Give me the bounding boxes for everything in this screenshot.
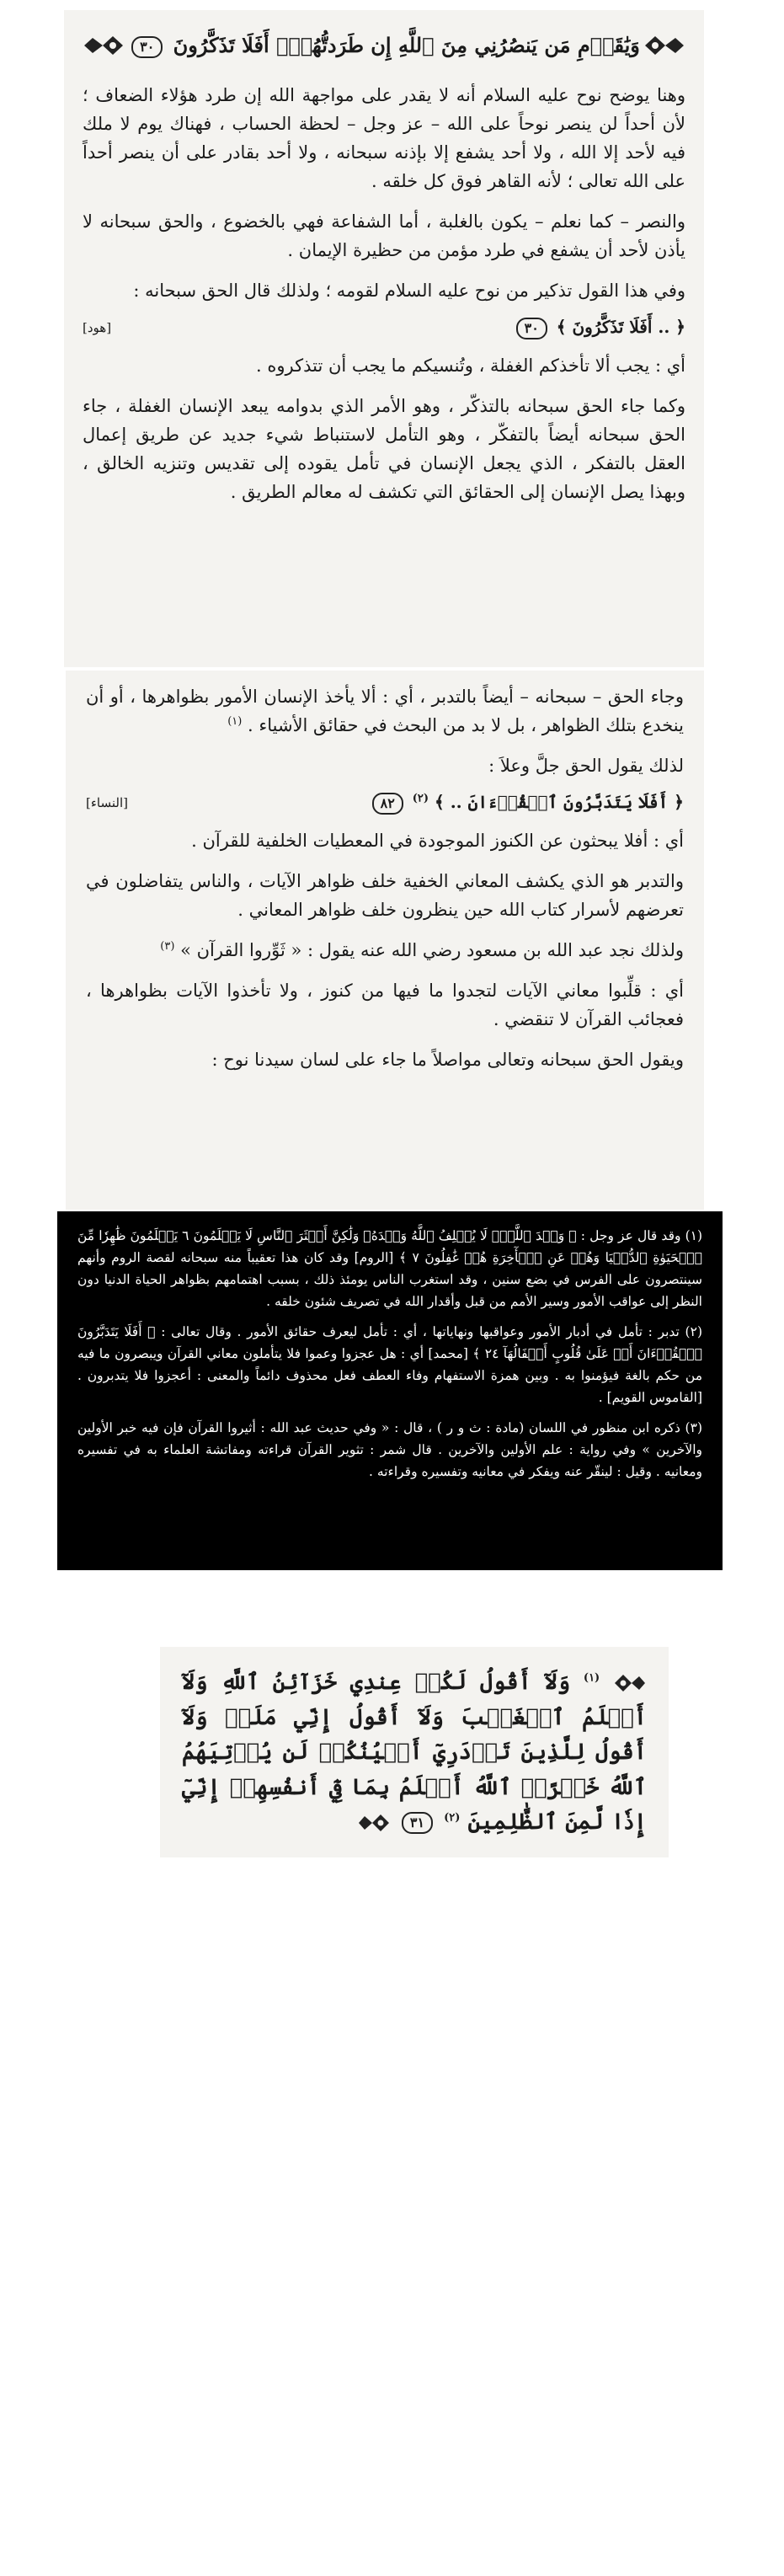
ornament-left-icon (83, 33, 125, 58)
footnote: (٢) تدبر : تأمل في أدبار الأمور وعواقبها ونهاياتها ، أي : تأمل ليعرف حقائق الأمور . وقال تعالى : ﴿ أَفَلَا يَتَدَبَّرُونَ ٱلۡقُرۡءَانَ أَمۡ عَلَىٰ قُلُوبٍ أَقۡفَالُهَآ ٢٤ ﴾ [محمد] أي : هل عجزوا وعموا فلا يتأملون معاني القرآن ويبصرون ما فيه من حكم بالغة فيؤمنوا به . وبين همزة الاستفهام وفاء العطف فعل محذوف دائماً والمعنى : أعجزوا فلا يتدبرون . [القاموس القويم] . (77, 1324, 702, 1406)
footnote: (١) وقد قال عز وجل : ﴿ وَعۡدَ ٱللَّهِۖ لَا يُخۡلِفُ ٱللَّهُ وَعۡدَهُۥ وَلَٰكِنَّ أَكۡثَرَ ٱلنَّاسِ لَا يَعۡلَمُونَ ٦ يَعۡلَمُونَ ظَٰهِرٗا مِّنَ ٱلۡحَيَوٰةِ ٱلدُّنۡيَا وَهُمۡ عَنِ ٱلۡأٓخِرَةِ هُمۡ غَٰفِلُونَ ٧ ﴾ [الروم] وقد كان هذا تعقيباً منه سبحانه لقصة الروم وأنهم سينتصرون على الفرس في بضع سنين ، وقد استغرب الناس يومئذ ذلك ، بسبب اهتمامهم بظواهر الحياة الدنيا دون النظر إلى عواقب الأمور وسير الأمم من قبل وأقدار الله في تصريف شئون خلقه . (77, 1228, 703, 1310)
footnote: (٣) ذكره ابن منظور في اللسان (مادة : ث و ر ) ، قال : « وفي حديث عبد الله : أثيروا القرآن فإن فيه خبر الأولين والآخرين » وفي رواية : علم الأولين والآخرين . قال شمر : تثوير القرآن قراءته ومفاتشة العلماء به في تفسيره ومعانيه . وقيل : لينقّر عنه ويفكر في معانيه وتفسيره وقراءته . (77, 1420, 702, 1480)
verse-number: ٨٢ (372, 793, 403, 815)
paragraph: وفي هذا القول تذكير من نوح عليه السلام لقومه ؛ ولذلك قال الحق سبحانه : (133, 281, 685, 302)
quoted-verse (83, 317, 685, 339)
quoted-verse (86, 792, 684, 815)
commentary-panel-1 (64, 10, 704, 667)
footnotes-panel (57, 1211, 723, 1570)
paragraph: ويقول الحق سبحانه وتعالى مواصلاً ما جاء على لسان سيدنا نوح : (211, 1049, 684, 1070)
banner-verse-number: ٣٠ (131, 36, 163, 58)
paragraph: والتدبر هو الذي يكشف المعاني الخفية خلف ظواهر الآيات ، والناس يتفاضلون في تعرضهم لأسرار كتاب الله حين ينظرون خلف ظواهر المعاني . (86, 870, 684, 920)
paragraph: وكما جاء الحق سبحانه بالتذكّر ، وهو الأمر الذي بدوامه يبعد الإنسان الغفلة ، جاء الحق سبحانه أيضاً بالتفكّر ، وهو التأمل لاستنباط شيء جديد عن طريق إعمال العقل بالتفكر ، الذي يجعل الإنسان في تأمل يقوده إلى تقديس وتنزيه الخالق ، وبهذا يصل الإنسان إلى الحقائق التي تكشف له معالم الطريق . (83, 395, 685, 502)
footnote-marker: (٢) (444, 1811, 461, 1825)
ornament-right-icon (613, 1672, 647, 1694)
surah-reference: [النساء] (86, 795, 128, 811)
paragraph-text: ولذلك نجد عبد الله بن مسعود رضي الله عنه يقول : « ثَوِّروا القرآن » (180, 939, 684, 960)
surah-reference: [هود] (83, 320, 112, 336)
verse-text: ﴿ .. أَفَلَا تَذَكَّرُونَ ﴾ (556, 317, 685, 338)
paragraph: أي : يجب ألا تأخذكم الغفلة ، وتُنسيكم ما يجب أن تتذكروه . (256, 355, 685, 376)
paragraph: أي : قلِّبوا معاني الآيات لتجدوا ما فيها من كنوز ، ولا تأخذوا الآيات بظواهرها ، فعجائب القرآن لا تنقضي . (86, 980, 684, 1029)
commentary-panel-2 (66, 671, 704, 1210)
footnote-marker: (١) (227, 715, 243, 729)
footnote-marker: (٢) (412, 792, 429, 805)
quran-verse-block (182, 1665, 647, 1841)
paragraph-text: وجاء الحق – سبحانه – أيضاً بالتدبر ، أي : ألا يأخذ الإنسان الأمور بظواهرها ، أو أن ينخدع بتلك الظواهر ، بل لا بد من البحث في حقائق الأشياء . (86, 687, 684, 736)
paragraph (86, 936, 684, 965)
paragraph: أي : أفلا يبحثون عن الكنوز الموجودة في المعطيات الخلفية للقرآن . (191, 830, 684, 851)
footnote-marker: (١) (583, 1671, 600, 1685)
footnote-marker: (٣) (160, 939, 175, 953)
verse-number: ٣١ (402, 1812, 433, 1834)
verse-text: ﴿ أَفَلَا يَتَدَبَّرُونَ ٱلۡقُرۡءَانَ .. ﴾ (435, 792, 684, 813)
banner-verse-text: وَيَٰقَوۡمِ مَن يَنصُرُنِي مِنَ ٱللَّهِ إِن طَرَدتُّهُمۡۚ أَفَلَا تَذَكَّرُونَ (173, 33, 640, 58)
paragraph: وهنا يوضح نوح عليه السلام أنه لا يقدر على مواجهة الله إن طرد هؤلاء الضعاف ؛ لأن أحداً لن ينصر نوحاً على الله – عز وجل – لحظة الحساب ، فهناك يوم لا ملك فيه لأحد إلا الله ، ولا أحد يشفع إلا بإذنه سبحانه ، ولا أحد بقادر على أن ينصر أحداً على الله تعالى ؛ لأنه القاهر فوق كل خلقه . (83, 85, 685, 192)
paragraph: لذلك يقول الحق جلَّ وعلاَ : (488, 756, 684, 777)
quran-verse-text: وَلَآ أَقُولُ لَكُمۡ عِندِي خَزَآئِنُ ٱللَّهِ وَلَآ أَعۡلَمُ ٱلۡغَيۡبَ وَلَآ أَقُولُ إِنِّي مَلَكٞ وَلَآ أَقُولُ لِلَّذِينَ تَزۡدَرِيٓ أَعۡيُنُكُمۡ لَن يُؤۡتِيَهُمُ ٱللَّهُ خَيۡرًاۖ ٱللَّهُ أَعۡلَمُ بِمَا فِيٓ أَنفُسِهِمۡ إِنِّيٓ إِذٗا لَّمِنَ ٱلظَّٰلِمِينَ (182, 1670, 647, 1836)
paragraph: والنصر – كما نعلم – يكون بالغلبة ، أما الشفاعة فهي بالخضوع ، والحق سبحانه لا يأذن لأحد أن يشفع في طرد مؤمن من حظيرة الإيمان . (83, 211, 685, 261)
ornament-left-icon (357, 1812, 391, 1834)
verse-number: ٣٠ (516, 318, 547, 339)
paragraph (86, 682, 684, 740)
ornament-right-icon (643, 33, 685, 58)
verse-panel (160, 1647, 669, 1857)
verse-banner (83, 19, 685, 72)
